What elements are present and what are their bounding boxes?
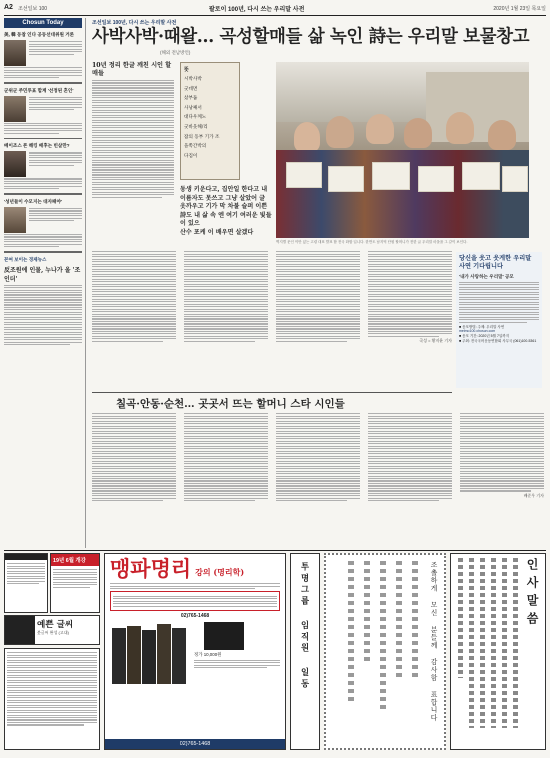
classified-ad-2[interactable] (50, 553, 100, 613)
article-kicker: 조선일보 100년, 다시 쓰는 우리말 사전 (92, 20, 177, 26)
word-item: 대다우께노 (184, 115, 207, 121)
promo-subtitle: '내가 사랑하는 우리말' 공모 (459, 273, 514, 279)
word-item: 사낭째서 (184, 105, 202, 111)
body-column (92, 412, 176, 542)
page-number: A2 (4, 4, 13, 11)
sidebar-headline: 美, 韓 동참 인다 공동선대위원 거론 (4, 32, 75, 37)
greeting-ad-3[interactable] (450, 553, 546, 750)
portrait-photo (4, 40, 26, 66)
word-item: 다짐이 (184, 153, 198, 159)
book-stack-image (110, 622, 190, 686)
poem-placard (418, 166, 454, 192)
word-item: 시박사박 (184, 77, 202, 82)
portrait-photo (4, 151, 26, 177)
person-figure (366, 114, 394, 144)
subfeature-body (92, 412, 544, 542)
sidebar-headline: '성년들이 수모지는 대자패야' (4, 198, 62, 204)
sidebar-econ-section[interactable] (4, 257, 82, 346)
poem-placard (372, 162, 410, 190)
promo-title: 당신을 웃고 웃게한 우리말 사연 기다립니다 (459, 255, 532, 271)
poem-placard (502, 166, 528, 192)
body-column (276, 250, 360, 385)
poem-placard (286, 162, 322, 188)
book-ad-phone: 02)765-1468 (180, 613, 210, 620)
promo-email[interactable]: melmo100.chosun.com (459, 329, 496, 334)
promo-sponsor: ■ 주최: 전국국어운동연합회 사무국 (061)100-5361 (459, 339, 537, 344)
subfeature-headline: 칠곡·안동·순천… 곳곳서 뜨는 할머니 스타 시인들 (116, 398, 345, 410)
promo-period: ■ 응모 기간: 2020년 5월 7일까지 (459, 334, 510, 339)
header-rule (4, 15, 546, 16)
poem-placard (328, 166, 364, 192)
word-item: 굿데면 (184, 86, 198, 92)
sidebar (4, 18, 82, 548)
person-figure (488, 120, 516, 150)
word-item: 샀부둡 (184, 96, 198, 102)
sidebar-headline: 군위군 주민투표 합계 '선정된 흔인' (4, 87, 74, 93)
article-col-1 (92, 62, 174, 237)
portrait-photo (4, 207, 26, 233)
greeting-ad-2[interactable] (324, 553, 446, 750)
book-cover-small (204, 622, 244, 650)
masthead: 조선일보 100 (18, 6, 48, 12)
article-body-lower (92, 250, 452, 385)
article-headline: 사박사박·때왈… 곡성할매들 삶 녹인 詩는 우리말 보물창고 (92, 27, 530, 47)
page-header (4, 3, 546, 15)
article-region: (해외 전남방언) (160, 50, 191, 55)
person-figure (294, 122, 320, 152)
ad-calligraphy-sub: 붓글씨 완성 (고대) (37, 630, 69, 635)
word-box-list (184, 75, 236, 161)
pullquote-tail: 산수 포케 이 배우면 살겠다 (180, 228, 254, 236)
classified-ad-4[interactable] (4, 648, 100, 750)
book-ad-price: 정가 10,000원 (194, 652, 222, 658)
word-box (180, 62, 240, 180)
body-column (184, 412, 268, 542)
issue-date: 2020년 1월 23일 목요일 (493, 6, 546, 12)
book-ad-title: 맹파명리 (110, 556, 192, 581)
greeting-ad-1-text: 투명그룹 임직원 일동 (300, 562, 310, 691)
section-title: 팔로이 100년, 다시 쓰는 우리말 사전 (209, 7, 305, 13)
body-column (368, 412, 452, 542)
sidebar-title: Chosun Today (4, 18, 82, 28)
classified-ad-1[interactable] (4, 553, 48, 613)
book-ad-footer-bar: 02)765-1468 (105, 739, 285, 749)
sidebar-econ-title: 反조원에 인물, 누나가 올 '조인더' (4, 266, 81, 283)
promo-apply: ■ 응모방법: 주제: 우리말 사연 (459, 324, 505, 329)
ad-calligraphy-title: 예쁜 글씨 (37, 620, 74, 630)
body-column (276, 412, 360, 542)
word-box-title: 뜻 (184, 67, 189, 73)
sidebar-news-4[interactable] (4, 199, 82, 248)
pullquote (180, 186, 272, 238)
greeting-ad-3-title: 인사말씀 (525, 558, 539, 630)
poem-placard (462, 162, 500, 190)
portrait-photo (4, 96, 26, 122)
body-column (368, 250, 452, 385)
person-figure (446, 112, 474, 144)
subfeature-byline: 배준우 기자 (523, 492, 544, 498)
greeting-ad-2-text: 조촐하게 모신 분들께 감사함 표합니다 (429, 561, 437, 722)
sidebar-econ-label: 꼰여 보이는 경제뉴스 (4, 256, 47, 262)
article-photo (276, 62, 529, 238)
sidebar-news-2[interactable] (4, 88, 82, 134)
body-column (184, 250, 268, 385)
ads-rule (4, 550, 546, 551)
article-byline: 곡성 = 황지윤 기자 (419, 338, 452, 344)
sidebar-news-1[interactable] (4, 32, 82, 78)
pullquote-text: 동생 키운다고, 집안일 한다고 내 이름자도 못쓰고 그냥 살았어 글 옷까우고 기가 막 차불 슬퍼 이쁜 詩도 내 삶 속 엔 여기 여러운 빛들이 있으 (180, 186, 272, 228)
subfeature-rule (92, 392, 452, 393)
body-column (92, 250, 176, 385)
person-figure (404, 118, 432, 148)
word-item: 잡의 동부 기가 조 (184, 134, 220, 140)
book-ad[interactable] (104, 553, 286, 750)
word-item: 굿바웃해/리 (184, 124, 208, 130)
book-ad-subtitle: 강의 (명리학) (195, 567, 245, 577)
book-ad-schedule (110, 591, 280, 611)
photo-caption: 벽지별 문인 이만 있는 고령 대표 발표 합 전국 화합 입니다. 한반도 남지역 단원 할머니가 전한 글 우리말 마을을 그 같이 보인다. (276, 240, 468, 244)
sidebar-divider (85, 18, 86, 548)
sidebar-headline: 베이조스 폰 해킹 배후는 빈살만? (4, 143, 70, 149)
ad-lecture-title: 19년 6월 개강 (51, 554, 99, 566)
promo-box[interactable] (456, 252, 542, 388)
person-figure (326, 116, 354, 148)
classified-ad-3[interactable] (4, 615, 100, 645)
greeting-ad-1[interactable] (290, 553, 320, 750)
sidebar-news-3[interactable] (4, 143, 82, 189)
article-subhead: 10년 정리 한글 깨친 시인 할매들 (92, 62, 172, 77)
body-column (460, 412, 544, 542)
word-item: 을쪽간박의 (184, 144, 207, 150)
